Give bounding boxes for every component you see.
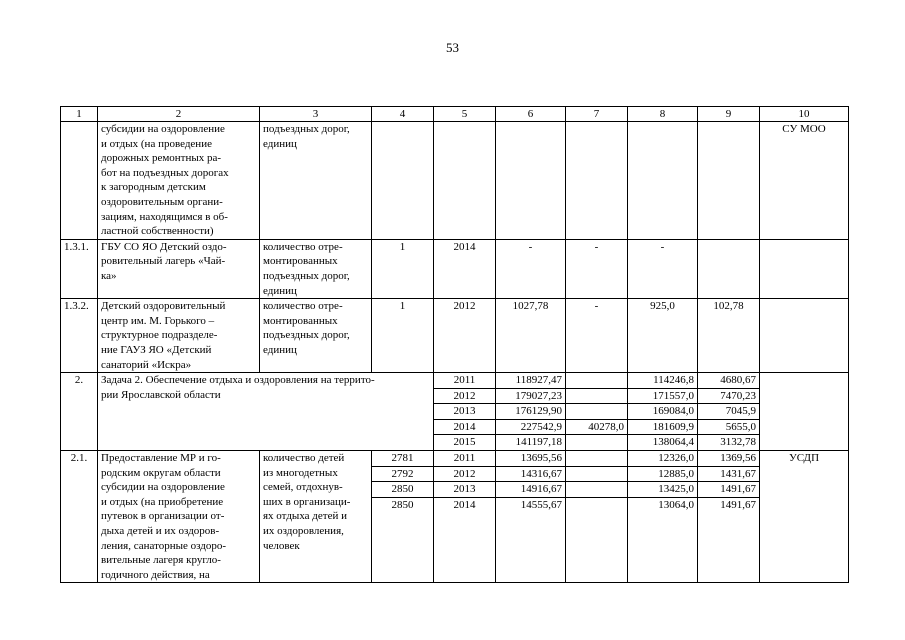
total-cell: 13695,56 [496, 451, 566, 467]
federal-cell [566, 466, 628, 482]
regional-cell: 169084,0 [628, 404, 698, 420]
federal-cell: 40278,0 [566, 419, 628, 435]
header-cell: 10 [760, 107, 849, 122]
regional-cell: 13064,0 [628, 497, 698, 583]
year-cell: 2013 [434, 404, 496, 420]
regional-cell: - [628, 239, 698, 298]
year-cell: 2014 [434, 419, 496, 435]
executor-cell: УСДП [760, 451, 849, 583]
number-cell: 2. [61, 373, 98, 451]
table-row-1-3-1 [61, 239, 849, 298]
number-cell [61, 122, 98, 240]
program-table [60, 106, 849, 583]
total-cell: 1027,78 [496, 299, 566, 373]
regional-cell: 13425,0 [628, 482, 698, 498]
task-title-cell: Задача 2. Обеспечение отдыха и оздоровления на террито- рии Ярославской области [98, 373, 434, 451]
description-cell: Детский оздоровительный центр им. М. Горького – структурное подразделе- ние ГАУЗ ЯО «Детский санаторий «Искра» [98, 299, 260, 373]
federal-cell [566, 388, 628, 404]
number-cell: 2.1. [61, 451, 98, 583]
federal-cell [566, 404, 628, 420]
total-cell: 176129,90 [496, 404, 566, 420]
total-cell: 14316,67 [496, 466, 566, 482]
year-cell: 2015 [434, 435, 496, 451]
federal-cell [566, 497, 628, 583]
year-cell: 2011 [434, 373, 496, 389]
table-row-1-3-2 [61, 299, 849, 373]
number-cell: 1.3.1. [61, 239, 98, 298]
header-row [61, 107, 849, 122]
table-row-continuation [61, 122, 849, 240]
executor-cell: СУ МОО [760, 122, 849, 240]
task-2-row-2011 [61, 373, 849, 389]
local-cell: 7470,23 [698, 388, 760, 404]
header-cell: 9 [698, 107, 760, 122]
federal-cell [566, 373, 628, 389]
year-cell: 2014 [434, 239, 496, 298]
local-cell: 102,78 [698, 299, 760, 373]
federal-cell: - [566, 299, 628, 373]
local-cell: 1491,67 [698, 497, 760, 583]
header-cell: 3 [260, 107, 372, 122]
header-cell: 4 [372, 107, 434, 122]
value-cell: 2781 [372, 451, 434, 467]
indicator-cell: количество детей из многодетных семей, отдохнув- ших в организаци- ях отдыха детей и их оздоровления, человек [260, 451, 372, 583]
total-cell: 227542,9 [496, 419, 566, 435]
total-cell: - [496, 239, 566, 298]
value-cell: 2792 [372, 466, 434, 482]
header-cell: 8 [628, 107, 698, 122]
federal-cell [566, 451, 628, 467]
indicator-cell: подъездных дорог, единиц [260, 122, 372, 240]
page-number: 53 [446, 40, 459, 55]
regional-cell: 171557,0 [628, 388, 698, 404]
row-2-1-2011 [61, 451, 849, 467]
value-cell: 1 [372, 239, 434, 298]
federal-cell [566, 435, 628, 451]
header-cell: 2 [98, 107, 260, 122]
regional-cell: 925,0 [628, 299, 698, 373]
number-cell: 1.3.2. [61, 299, 98, 373]
year-cell: 2012 [434, 299, 496, 373]
description-cell: субсидии на оздоровление и отдых (на проведение дорожных ремонтных ра- бот на подъездных дорогах к загородным детским оздоровительным органи- зациям, находящимся в об- ластной собственности) [98, 122, 260, 240]
description-cell: ГБУ СО ЯО Детский оздо- ровительный лагерь «Чай- ка» [98, 239, 260, 298]
total-cell: 179027,23 [496, 388, 566, 404]
year-cell: 2013 [434, 482, 496, 498]
federal-cell: - [566, 239, 628, 298]
indicator-cell: количество отре- монтированных подъездных дорог, единиц [260, 239, 372, 298]
header-cell: 5 [434, 107, 496, 122]
total-cell: 141197,18 [496, 435, 566, 451]
regional-cell: 12885,0 [628, 466, 698, 482]
value-cell: 2850 [372, 482, 434, 498]
header-cell: 6 [496, 107, 566, 122]
value-cell: 2850 [372, 497, 434, 583]
value-cell: 1 [372, 299, 434, 373]
year-cell: 2011 [434, 451, 496, 467]
year-cell: 2012 [434, 388, 496, 404]
total-cell: 14916,67 [496, 482, 566, 498]
header-cell: 1 [61, 107, 98, 122]
federal-cell [566, 482, 628, 498]
year-cell: 2012 [434, 466, 496, 482]
regional-cell: 12326,0 [628, 451, 698, 467]
total-cell: 14555,67 [496, 497, 566, 583]
regional-cell: 138064,4 [628, 435, 698, 451]
local-cell: 5655,0 [698, 419, 760, 435]
description-cell: Предоставление МР и го- родским округам области субсидии на оздоровление и отдых (на приобретение путевок в организации от- дыха детей и их оздоров- ления, санаторные оздоро- вительные лагеря кругло- годичного действия, на [98, 451, 260, 583]
total-cell: 118927,47 [496, 373, 566, 389]
indicator-cell: количество отре- монтированных подъездных дорог, единиц [260, 299, 372, 373]
regional-cell: 114246,8 [628, 373, 698, 389]
regional-cell: 181609,9 [628, 419, 698, 435]
year-cell: 2014 [434, 497, 496, 583]
local-cell: 1431,67 [698, 466, 760, 482]
local-cell: 1491,67 [698, 482, 760, 498]
header-cell: 7 [566, 107, 628, 122]
local-cell: 1369,56 [698, 451, 760, 467]
local-cell: 4680,67 [698, 373, 760, 389]
local-cell: 7045,9 [698, 404, 760, 420]
local-cell: 3132,78 [698, 435, 760, 451]
